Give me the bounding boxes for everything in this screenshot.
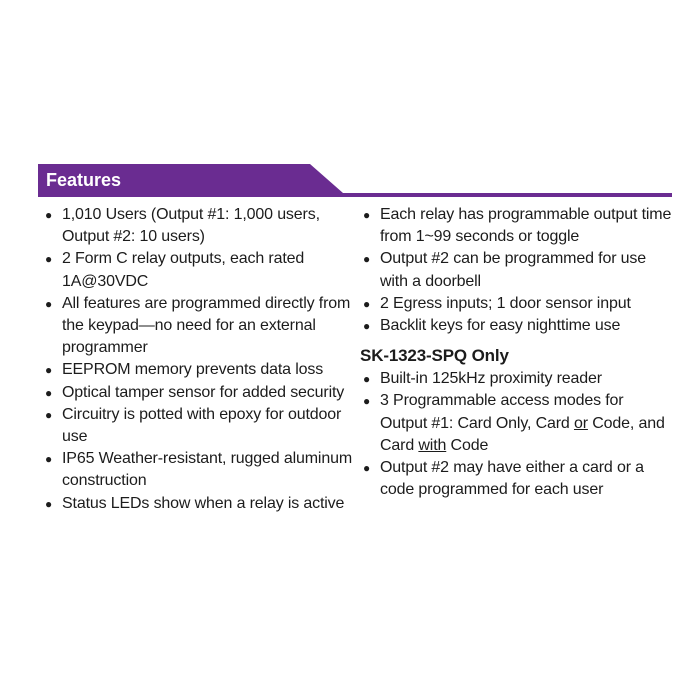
text-segment: Code, and Card bbox=[380, 414, 665, 454]
model-feature-list bbox=[358, 368, 673, 501]
list-item bbox=[358, 368, 673, 390]
list-item bbox=[40, 404, 358, 448]
list-item bbox=[40, 448, 358, 492]
text-segment: Code bbox=[446, 436, 489, 454]
list-item bbox=[40, 293, 358, 360]
header-band-shape bbox=[38, 164, 672, 197]
bullet-icon: ● bbox=[45, 385, 53, 400]
bullet-icon: ● bbox=[45, 407, 53, 422]
bullet-icon: ● bbox=[363, 461, 371, 476]
list-item bbox=[40, 204, 358, 248]
list-item-text: Circuitry is potted with epoxy for outdoor use bbox=[62, 405, 342, 446]
bullet-icon: ● bbox=[363, 319, 371, 334]
left-feature-column bbox=[40, 204, 358, 515]
list-item bbox=[358, 248, 673, 292]
list-item bbox=[40, 248, 358, 292]
list-item-text: 1,010 Users (Output #1: 1,000 users, Output #2: 10 users) bbox=[62, 206, 320, 246]
bullet-icon: ● bbox=[45, 296, 53, 311]
bullet-icon: ● bbox=[363, 252, 371, 267]
right-feature-list bbox=[358, 204, 673, 337]
list-item bbox=[358, 293, 673, 315]
list-item bbox=[358, 390, 673, 457]
list-item-text: Output #2 may have either a card or a code programmed for each user bbox=[380, 459, 644, 499]
underlined-with: with bbox=[418, 436, 447, 454]
list-item-text: Status LEDs show when a relay is active bbox=[62, 494, 345, 512]
list-item-text: Optical tamper sensor for added security bbox=[62, 383, 345, 401]
list-item bbox=[358, 457, 673, 501]
list-item-text: EEPROM memory prevents data loss bbox=[62, 361, 324, 379]
list-item bbox=[358, 315, 673, 337]
list-item-text: Built-in 125kHz proximity reader bbox=[380, 370, 602, 388]
list-item-text: IP65 Weather-resistant, rugged aluminum construction bbox=[62, 450, 353, 490]
bullet-icon: ● bbox=[45, 208, 53, 222]
left-feature-list bbox=[40, 204, 358, 515]
model-subheading: SK-1323-SPQ Only bbox=[360, 346, 509, 366]
list-item-text: 2 Egress inputs; 1 door sensor input bbox=[380, 294, 631, 312]
bullet-icon: ● bbox=[45, 252, 53, 267]
features-header-band bbox=[38, 164, 672, 197]
bullet-icon: ● bbox=[45, 363, 53, 378]
bullet-icon: ● bbox=[363, 394, 371, 409]
bullet-icon: ● bbox=[363, 372, 371, 387]
bullet-icon: ● bbox=[45, 452, 53, 467]
underlined-or: or bbox=[573, 414, 588, 432]
features-title: Features bbox=[46, 170, 122, 190]
list-item bbox=[358, 204, 673, 248]
list-item-text: Output #2 can be programmed for use with a doorbell bbox=[380, 250, 647, 290]
list-item-text: Backlit keys for easy nighttime use bbox=[380, 317, 621, 335]
list-item-text: Each relay has programmable output time from 1~99 seconds or toggle bbox=[380, 206, 672, 246]
list-item bbox=[40, 359, 358, 381]
list-item bbox=[40, 382, 358, 404]
right-feature-column bbox=[358, 204, 673, 501]
bullet-icon: ● bbox=[45, 496, 53, 511]
list-item-text: 2 Form C relay outputs, each rated 1A@30VDC bbox=[62, 250, 305, 290]
list-item-text bbox=[380, 392, 665, 453]
bullet-icon: ● bbox=[363, 296, 371, 311]
text-segment: 3 Programmable access modes for Output #1: Card Only, Card bbox=[380, 392, 624, 432]
list-item bbox=[40, 493, 358, 515]
list-item-text: All features are programmed directly from the keypad—no need for an external programmer bbox=[62, 294, 351, 357]
bullet-icon: ● bbox=[363, 208, 371, 222]
